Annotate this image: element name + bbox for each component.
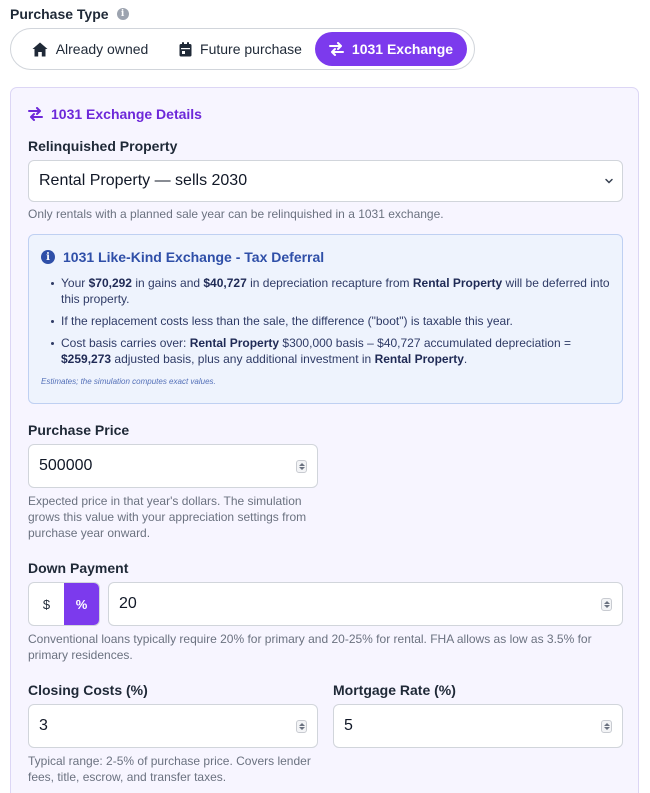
chevron-down-icon: [604, 176, 614, 186]
relinquished-property-select[interactable]: [28, 160, 623, 202]
relinquished-property-label: Relinquished Property: [28, 138, 178, 154]
list-item: If the replacement costs less than the sale, the difference ("boot") is taxable this year.: [51, 313, 611, 329]
exchange-details-panel: [10, 87, 639, 793]
purchase-type-title: Purchase Type: [10, 6, 109, 22]
purchase-price-label: Purchase Price: [28, 422, 130, 438]
tax-deferral-header: [41, 249, 324, 265]
purchase-price-value: 500000: [39, 457, 93, 474]
percent-unit-button[interactable]: %: [64, 583, 99, 625]
tax-deferral-title: 1031 Like-Kind Exchange - Tax Deferral: [63, 249, 325, 265]
purchase-type-selector: [10, 28, 475, 70]
estimate-note: Estimates; the simulation computes exact values.: [41, 377, 216, 386]
future-purchase-button[interactable]: [168, 32, 313, 66]
down-payment-stepper[interactable]: [601, 598, 612, 611]
tax-deferral-list: [51, 275, 611, 373]
dollar-unit-button[interactable]: $: [42, 596, 51, 612]
calendar-icon: [179, 42, 192, 57]
exchange-details-title: 1031 Exchange Details: [51, 106, 202, 122]
down-payment-help: Conventional loans typically require 20% for primary and 20-25% for rental. FHA allows as low as 3.5% for primary residences.: [28, 632, 592, 662]
mortgage-rate-value: 5: [344, 717, 353, 734]
relinquished-property-help: Only rentals with a planned sale year can be relinquished in a 1031 exchange.: [28, 207, 444, 221]
mortgage-rate-stepper[interactable]: [601, 720, 612, 733]
info-icon: i: [41, 250, 55, 264]
down-payment-unit-toggle: [28, 582, 100, 626]
purchase-price-help: Expected price in that year's dollars. The simulation grows this value with your appreciation settings from purchase year onward.: [28, 494, 307, 540]
list-item: Cost basis carries over: Rental Property $300,000 basis – $40,727 accumulated depreciation = $259,273 adjusted basis, plus any additional investment in Rental Property.: [51, 335, 611, 367]
mortgage-rate-input[interactable]: [333, 704, 623, 748]
purchase-price-stepper[interactable]: [296, 460, 307, 473]
purchase-price-input[interactable]: [28, 444, 318, 488]
already-owned-label: Already owned: [55, 41, 149, 57]
swap-arrows-icon: [28, 107, 43, 121]
already-owned-button[interactable]: [14, 32, 166, 66]
down-payment-input[interactable]: [108, 582, 623, 626]
closing-costs-stepper[interactable]: [296, 720, 307, 733]
list-item: Your $70,292 in gains and $40,727 in depreciation recapture from Rental Property will be deferred into this property.: [51, 275, 611, 307]
info-icon[interactable]: i: [117, 8, 129, 20]
relinquished-property-value: Rental Property — sells 2030: [39, 172, 248, 189]
closing-costs-value: 3: [39, 717, 48, 734]
home-icon: [32, 42, 48, 57]
down-payment-label: Down Payment: [28, 560, 129, 576]
tax-deferral-info-box: [28, 234, 623, 404]
closing-costs-input[interactable]: [28, 704, 318, 748]
mortgage-rate-label: Mortgage Rate (%): [333, 682, 456, 698]
swap-arrows-icon: [329, 42, 344, 56]
1031-exchange-label: 1031 Exchange: [351, 41, 454, 57]
1031-exchange-button[interactable]: [315, 32, 467, 66]
closing-costs-help: Typical range: 2-5% of purchase price. Covers lender fees, title, escrow, and transfer taxes.: [28, 754, 311, 784]
down-payment-value: 20: [119, 595, 137, 612]
purchase-type-header: [10, 6, 129, 22]
exchange-details-header: [28, 106, 202, 122]
future-purchase-label: Future purchase: [200, 41, 302, 57]
closing-costs-label: Closing Costs (%): [28, 682, 148, 698]
